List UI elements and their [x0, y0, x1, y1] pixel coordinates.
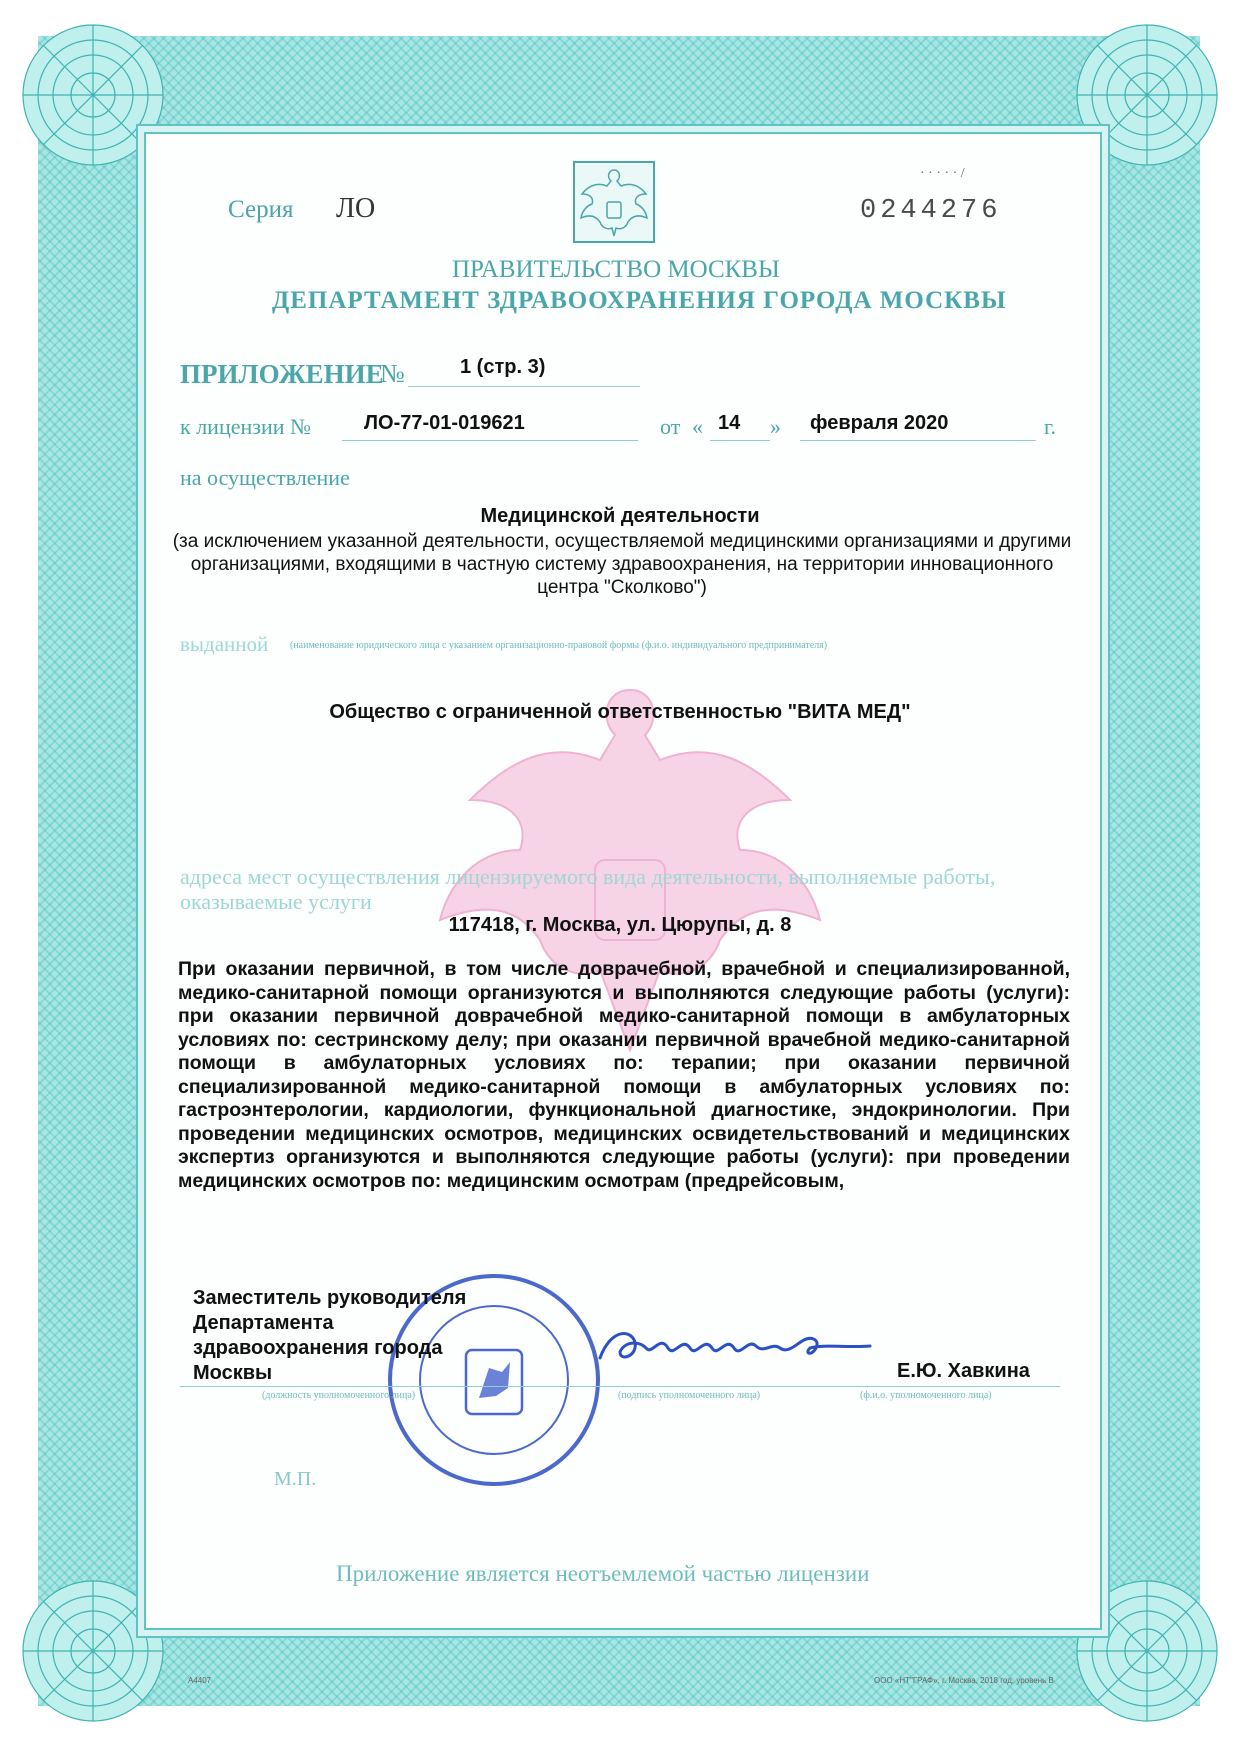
caption-position: (должность уполномоченного лица) [262, 1390, 416, 1401]
license-from: от [660, 414, 681, 439]
organization-name: Общество с ограниченной ответственностью "ВИТА МЕД" [329, 701, 911, 723]
license-year-suffix: г. [1044, 414, 1057, 439]
coat-of-arms-icon [572, 160, 656, 244]
form-number: 0244276 [860, 196, 1002, 226]
signer-position-line: Департамента [193, 1312, 334, 1334]
license-prefix: к лицензии № [180, 414, 311, 439]
quote-close: » [770, 414, 781, 439]
signer-position-line: здравоохранения города [193, 1337, 443, 1359]
addresses-label: адреса мест осуществления лицензируемого вида деятельности, выполняемые работы, оказываемые услуги [180, 864, 996, 914]
appendix-number-line [408, 386, 640, 387]
scribble-mark: · · · · · / [920, 166, 965, 181]
activity-title: Медицинской деятельности [480, 505, 760, 527]
license-number-line [342, 440, 638, 441]
issued-label: выданной [180, 632, 269, 656]
address: 117418, г. Москва, ул. Цюрупы, д. 8 [448, 914, 792, 936]
appendix-no-sign: № [380, 359, 405, 388]
activity-description: (за исключением указанной деятельности, осуществляемой медицинскими организациями и другими организациями, входящими в частную систему здравоохранения, на территории инновационного центра "Сколково") [172, 531, 1072, 598]
quote-open: « [692, 414, 703, 439]
license-day: 14 [718, 412, 741, 434]
activity-label: на осуществление [180, 465, 350, 490]
signer-position-line: Москвы [193, 1362, 273, 1384]
license-month-year: февраля 2020 [810, 412, 949, 434]
license-month-line [800, 440, 1036, 441]
license-day-line [710, 440, 770, 441]
appendix-number: 1 (стр. 3) [460, 356, 546, 378]
services-text: При оказании первичной, в том числе доврачебной, врачебной и специализированной, медико-санитарной помощи организуются и выполняются следующие работы (услуги): при оказании первичной доврачебной медико-санитарной помощи в амбулаторных условиях по: сестринскому делу; при оказании первичной врачебной медико-санитарной помощи в амбулаторных условиях по: терапии; при оказании первичной специализированной медико-санитарной помощи в амбулаторных условиях по: гастроэнтерологии, кардиологии, функциональной диагностике, эндокринологии. При проведении медицинских осмотров, медицинских освидетельствований и медицинских экспертиз организуются и выполняются следующие работы (услуги): при проведении медицинских осмотров по: медицинским осмотрам (предрейсовым, [178, 958, 1070, 1192]
signature-baseline [180, 1386, 1060, 1387]
footer-note: Приложение является неотъемлемой частью лицензии [336, 1561, 870, 1586]
form-code: А4407 [188, 1676, 212, 1685]
department-title: ДЕПАРТАМЕНТ ЗДРАВООХРАНЕНИЯ ГОРОДА МОСКВЫ [272, 287, 1007, 314]
signer-position-line: Заместитель руководителя [193, 1287, 467, 1309]
handwritten-signature-icon [590, 1318, 880, 1374]
signer-name: Е.Ю. Хавкина [897, 1360, 1030, 1382]
series-label: Серия [228, 196, 294, 223]
appendix-label: ПРИЛОЖЕНИЕ [180, 359, 384, 389]
series-value: ЛО [336, 193, 376, 224]
caption-signature: (подпись уполномоченного лица) [618, 1390, 761, 1401]
signer-position [193, 1286, 466, 1386]
license-number: ЛО-77-01-019621 [364, 412, 525, 434]
seal-mark: М.П. [274, 1468, 317, 1490]
printer-info: ООО «НТ"ГРАФ», г. Москва, 2018 год, уровень В [874, 1676, 1054, 1685]
government-title: ПРАВИТЕЛЬСТВО МОСКВЫ [452, 256, 780, 283]
issued-hint: (наименование юридического лица с указанием организационно-правовой формы (ф.и.о. индивидуального предпринимателя) [290, 640, 828, 651]
caption-name: (ф.и.о. уполномоченного лица) [860, 1390, 992, 1401]
